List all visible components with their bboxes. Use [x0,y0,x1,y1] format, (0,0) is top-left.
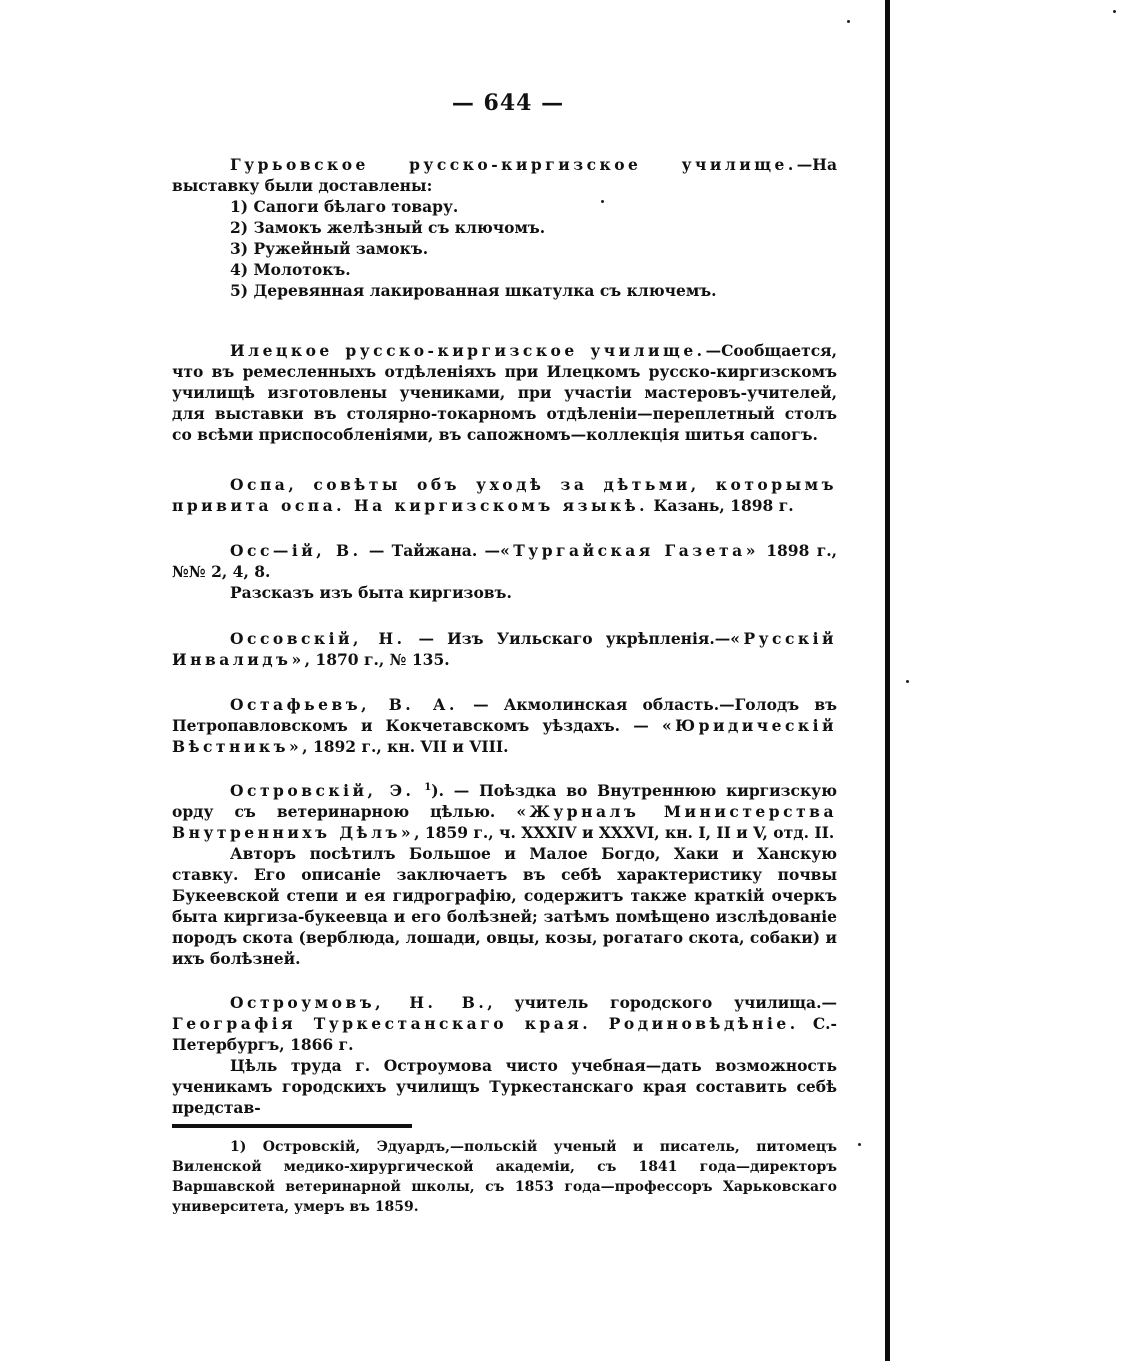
entry-heading: Остафьевъ, В. А. [230,695,458,714]
footnote-divider [172,1124,412,1128]
entry-heading: Оспа, совѣты объ уходѣ за дѣтьми, которымъ привита оспа. На киргизскомъ языкѣ. [172,475,837,515]
ink-speck [847,20,850,23]
list-item: 5) Деревянная лакированная шкатулка съ ключемъ. [230,281,717,300]
entry-description: Цѣль труда г. Остроумова чисто учебная—дать возможность ученикамъ городскихъ училищъ Туркестанскаго края составить себѣ представ- [172,1056,837,1117]
footnote-text: Островскій, Эдуардъ,—польскій ученый и писатель, питомецъ Виленской медико-хирургической академіи, съ 1841 года—директоръ Варшавской ветеринарной школы, съ 1853 года—профессоръ Харьковскаго университета, умеръ въ 1859. [172,1139,837,1215]
journal-title: «Тургайская Газета» [500,541,759,560]
entry-text: , 1859 г., ч. XXXIV и XXXVI, кн. I, II и V, отд. II. [414,823,835,842]
entry-text: 1898 г., №№ 2, 4, 8. [172,541,837,581]
entry-oss [172,540,837,603]
entry-heading: Оссовскій, Н. [230,629,406,648]
entry-heading: Илецкое русско-киргизское училище. [230,341,706,360]
page-number: — 644 — [451,90,565,116]
entry-iletsk [172,340,837,445]
entry-heading: Гурьовское русско-киргизское училище. [230,155,797,174]
entry-text: — Изъ Уильскаго укрѣпленія.— [405,629,731,648]
entry-text: С.-Петербургъ, 1866 г. [172,1014,837,1054]
book-title: Географія Туркестанскаго края. Родиновѣдѣніе. [172,1014,799,1033]
entry-text: , 1870 г., № 135. [304,650,450,669]
entry-note: Разсказъ изъ быта киргизовъ. [230,583,512,602]
journal-title: «Юридическій Вѣстникъ» [172,716,837,756]
footnote-mark: 1) [230,1139,247,1155]
footnote [172,1137,837,1217]
list-item: 1) Сапоги бѣлаго товару. [230,197,459,216]
entry-heading: Остроумовъ, Н. В. [230,993,488,1012]
entry-ospa [172,474,837,516]
entry-ossovsky [172,628,837,670]
entry-heading: Островскій, Э. [230,781,415,800]
list-item: 3) Ружейный замокъ. [230,239,429,258]
ink-speck [858,1143,861,1146]
entry-description: Авторъ посѣтилъ Большое и Малое Богдо, Хаки и Ханскую ставку. Его описаніе заключаетъ въ себѣ характеристику почвы Букеевской степи и ея гидрографію, содержитъ также краткій очеркъ быта киргиза-букеевца и его болѣзней; затѣмъ помѣщено изслѣдованіе породъ скота (верблюда, лошади, овцы, козы, рогатаго скота, собаки) и ихъ болѣзней. [172,844,837,968]
entry-text: —На выставку были доставлены: [172,155,837,195]
entry-ostafyev [172,694,837,757]
journal-title: «Русскій Инвалидъ» [172,629,837,669]
entry-text: , учитель городского училища.— [487,993,837,1012]
entry-text: — Акмолинская область.—Голодъ въ Петропавловскомъ и Кокчетавскомъ уѣздахъ. — [172,695,837,735]
entry-text: —Сообщается, что въ ремесленныхъ отдѣленіяхъ при Илецкомъ русско-киргизскомъ училищѣ изготовлены учениками, при участіи мастеровъ-учителей, для выставки въ столярно-токарномъ отдѣленіи—переплетный столъ со всѣми приспособленіями, въ сапожномъ—коллекція шитья сапогъ. [172,341,837,444]
journal-title: «Журналъ Министерства Внутреннихъ Дѣлъ» [172,802,837,842]
entry-text: — Тайжана. — [361,541,501,560]
gutter-rule [885,0,890,1361]
entry-ostrovsky [172,780,837,969]
ink-speck [1113,10,1116,13]
entry-text: , 1892 г., кн. VII и VIII. [302,737,509,756]
ink-speck [906,680,909,683]
entry-ostroumov [172,992,837,1118]
entry-text: ). — Поѣздка во Внутреннюю киргизскую орду съ ветеринарною цѣлью. [172,781,837,821]
footnote-reference[interactable]: 1 [424,781,432,793]
entry-heading: Осс—ій, В. [230,541,362,560]
entry-guryev [172,154,837,301]
list-item: 4) Молотокъ. [230,260,351,279]
entry-text: Казань, 1898 г. [648,496,794,515]
list-item: 2) Замокъ желѣзный съ ключомъ. [230,218,546,237]
